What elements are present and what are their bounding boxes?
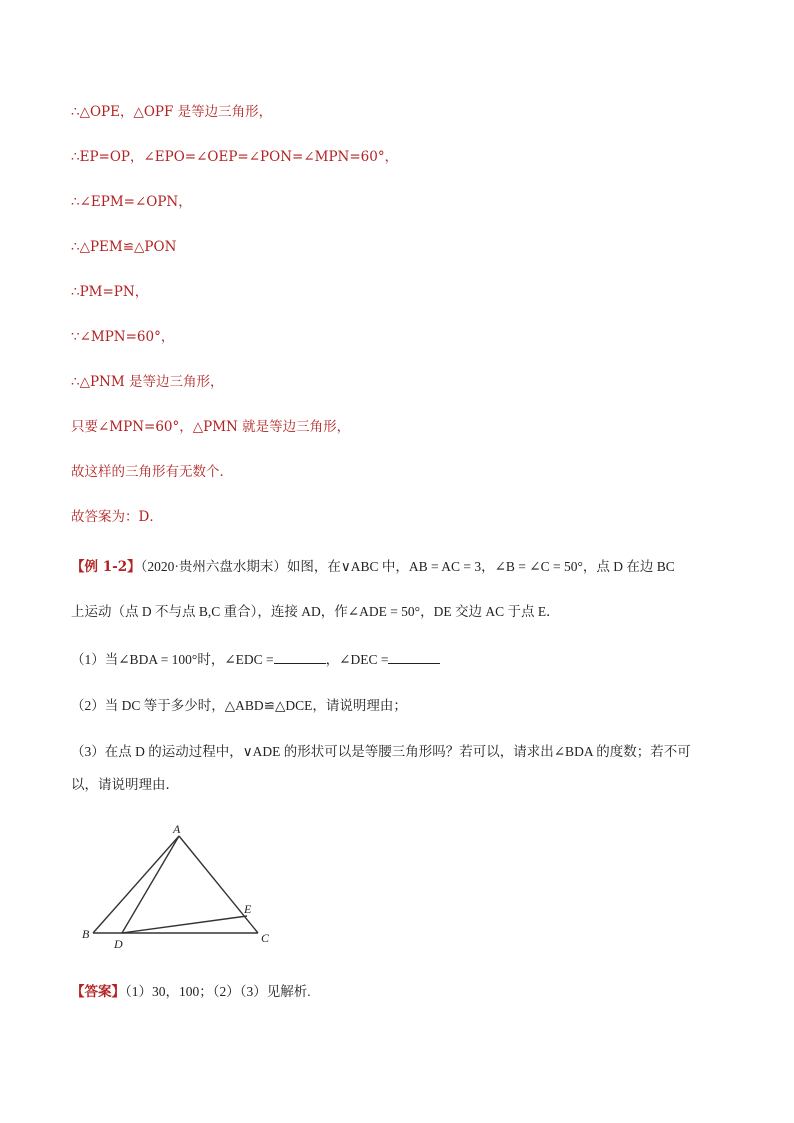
solution-line-6-text: ∵∠MPN=60°， [71, 329, 175, 345]
question-1-part-b: ，∠DEC = [325, 652, 389, 667]
solution-line-2-text: ∴EP=OP，∠EPO=∠OEP=∠PON=∠MPN=60°， [71, 149, 399, 165]
question-1-blank-2 [388, 651, 440, 664]
answer-tag: 【答案】 [71, 984, 125, 1000]
solution-line-1-text: ∴△OPE，△OPF 是等边三角形， [71, 104, 273, 120]
example-intro-a: （2020·贵州六盘水期末）如图，在∨ABC 中，AB = AC = 3，∠B = ∠C = 50°，点 D 在边 BC [140, 559, 675, 574]
label-e: E [244, 902, 252, 916]
question-3-part-b: 以，请说明理由． [71, 777, 179, 792]
question-3-part-a: （3）在点 D 的运动过程中，∨ADE 的形状可以是等腰三角形吗？若可以，请求出∠BDA 的度数；若不可 [71, 744, 691, 759]
solution-line-5 [71, 283, 148, 301]
solution-line-10-text: 故答案为：D． [71, 509, 163, 525]
question-2 [71, 697, 407, 715]
solution-line-7-text: ∴△PNM 是等边三角形， [71, 374, 224, 390]
solution-line-6 [71, 328, 174, 346]
solution-line-8 [71, 418, 350, 436]
solution-line-3 [71, 193, 192, 211]
solution-line-4-text: ∴△PEM≌△PON [71, 239, 177, 255]
solution-line-9-text: 故这样的三角形有无数个． [71, 464, 233, 480]
solution-line-4 [71, 238, 176, 256]
solution-line-8-text: 只要∠MPN=60°，△PMN 就是等边三角形， [71, 419, 351, 435]
triangle-figure [80, 818, 280, 953]
solution-line-9 [71, 463, 233, 481]
question-1 [71, 651, 440, 669]
example-tag: 【例 1-2】 [71, 559, 141, 575]
label-b: B [82, 927, 90, 941]
solution-line-1 [71, 103, 272, 121]
question-3-line-2 [71, 776, 179, 794]
example-intro-b: 上运动（点 D 不与点 B,C 重合），连接 AD，作∠ADE = 50°，DE 交边 AC 于点 E． [71, 604, 560, 619]
question-3-line-1 [71, 743, 691, 761]
solution-line-2 [71, 148, 398, 166]
label-d: D [114, 937, 123, 951]
question-1-blank-1 [274, 651, 326, 664]
label-a: A [173, 822, 181, 836]
question-1-part-a: （1）当∠BDA = 100°时，∠EDC = [71, 652, 274, 667]
solution-line-3-text: ∴∠EPM=∠OPN， [71, 194, 192, 210]
answer-text: （1）30，100；（2）（3）见解析. [125, 984, 311, 999]
example-intro-line-1 [71, 558, 675, 576]
label-c: C [261, 931, 270, 945]
segment-ac [179, 836, 258, 933]
segment-ab [93, 836, 179, 933]
segment-ad [122, 836, 179, 933]
solution-line-7 [71, 373, 223, 391]
segment-de [122, 916, 247, 933]
answer-line [71, 983, 311, 1001]
example-intro-line-2 [71, 603, 560, 621]
solution-line-10 [71, 508, 163, 526]
question-2-text: （2）当 DC 等于多少时，△ABD≌△DCE，请说明理由； [71, 698, 407, 713]
solution-line-5-text: ∴PM=PN， [71, 284, 149, 300]
